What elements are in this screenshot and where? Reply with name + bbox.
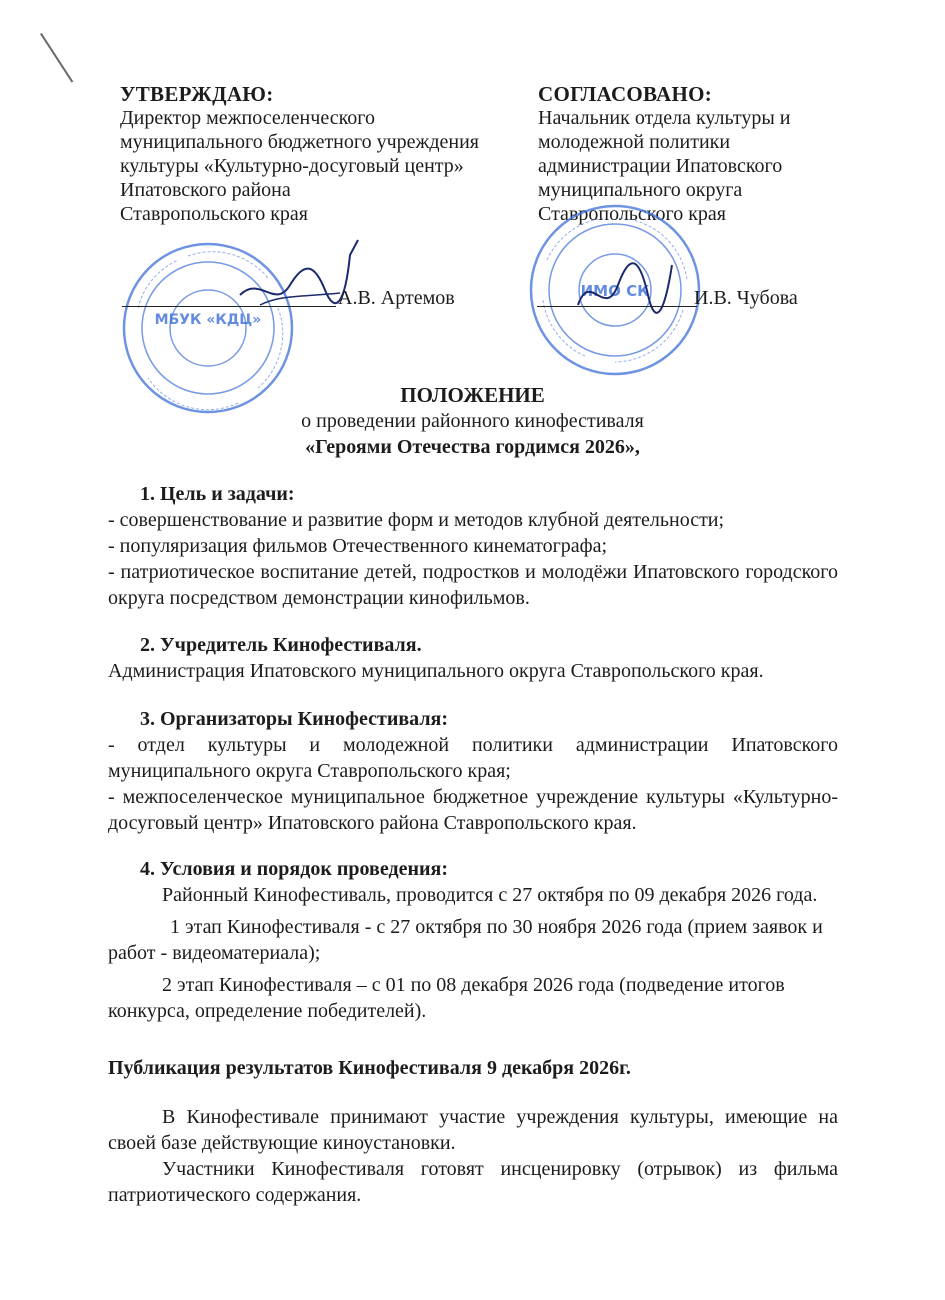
approval-line: муниципального бюджетного учреждения [120,131,480,153]
section-organizers [108,706,838,836]
approval-line: Ставропольского края [120,203,308,225]
agreement-line: Ставропольского края [538,203,726,225]
paragraph: Участники Кинофестиваля готовят инсценировку (отрывок) из фильма патриотического содержания. [108,1158,838,1206]
seal-right-text: ИМО СК [580,282,650,300]
approval-line: культуры «Культурно-досуговый центр» [120,155,464,177]
section-heading: 2. Учредитель Кинофестиваля. [140,634,422,656]
list-item: - популяризация фильмов Отечественного кинематографа; [108,535,608,557]
paragraph: В Кинофестивале принимают участие учреждения культуры, имеющие на своей базе действующие киноустановки. [108,1106,838,1154]
festival-name: «Героями Отечества гордимся 2026», [305,436,640,458]
paragraph: Районный Кинофестиваль, проводится с 27 октября по 09 декабря 2026 года. [162,884,818,906]
list-item: - совершенствование и развитие форм и методов клубной деятельности; [108,509,725,531]
section-heading: 1. Цель и задачи: [140,483,295,505]
agreement-signer: И.В. Чубова [694,287,798,309]
approval-signer: А.В. Артемов [338,287,455,309]
section-heading: 4. Условия и порядок проведения: [140,858,448,880]
paragraph: 1 этап Кинофестиваля - с 27 октября по 30 ноября 2026 года (прием заявок и работ - видеоматериала); [108,916,823,964]
list-item: - патриотическое воспитание детей, подростков и молодёжи Ипатовского городского округа посредством демонстрации кинофильмов. [108,561,838,609]
section-conditions [108,856,838,1024]
approval-line: Директор межпоселенческого [120,107,375,129]
approval-heading: УТВЕРЖДАЮ: [120,82,274,106]
approval-block [120,82,540,226]
agreement-line: администрации Ипатовского [538,155,783,177]
document-title-block [0,382,945,460]
list-item: - отдел культуры и молодежной политики администрации Ипатовского муниципального округа Ставропольского края; [108,734,838,782]
agreement-line: молодежной политики [538,131,731,153]
signature-right [570,250,680,325]
list-item: - межпоселенческое муниципальное бюджетное учреждение культуры «Культурно-досуговый центр» Ипатовского района Ставропольского края. [108,786,838,834]
signature-line-right [537,306,697,307]
seal-left-text: МБУК «КДЦ» [154,312,262,328]
document-subtitle: о проведении районного кинофестиваля [301,410,644,432]
paragraph: Администрация Ипатовского муниципального округа Ставропольского края. [108,660,764,682]
agreement-line: муниципального округа [538,179,743,201]
section-participants [108,1104,838,1208]
paragraph: 2 этап Кинофестиваля – с 01 по 08 декабря 2026 года (подведение итогов конкурса, определение победителей). [108,974,785,1022]
signature-line-left [122,306,336,307]
publication-note: Публикация результатов Кинофестиваля 9 декабря 2026г. [108,1057,631,1079]
agreement-heading: СОГЛАСОВАНО: [538,82,713,106]
section-goals [108,481,838,611]
document-title: ПОЛОЖЕНИЕ [400,383,545,407]
approval-line: Ипатовского района [120,179,291,201]
section-heading: 3. Организаторы Кинофестиваля: [140,708,449,730]
scan-artifact-line [40,33,73,83]
section-founder [108,632,838,684]
agreement-line: Начальник отдела культуры и [538,107,791,129]
